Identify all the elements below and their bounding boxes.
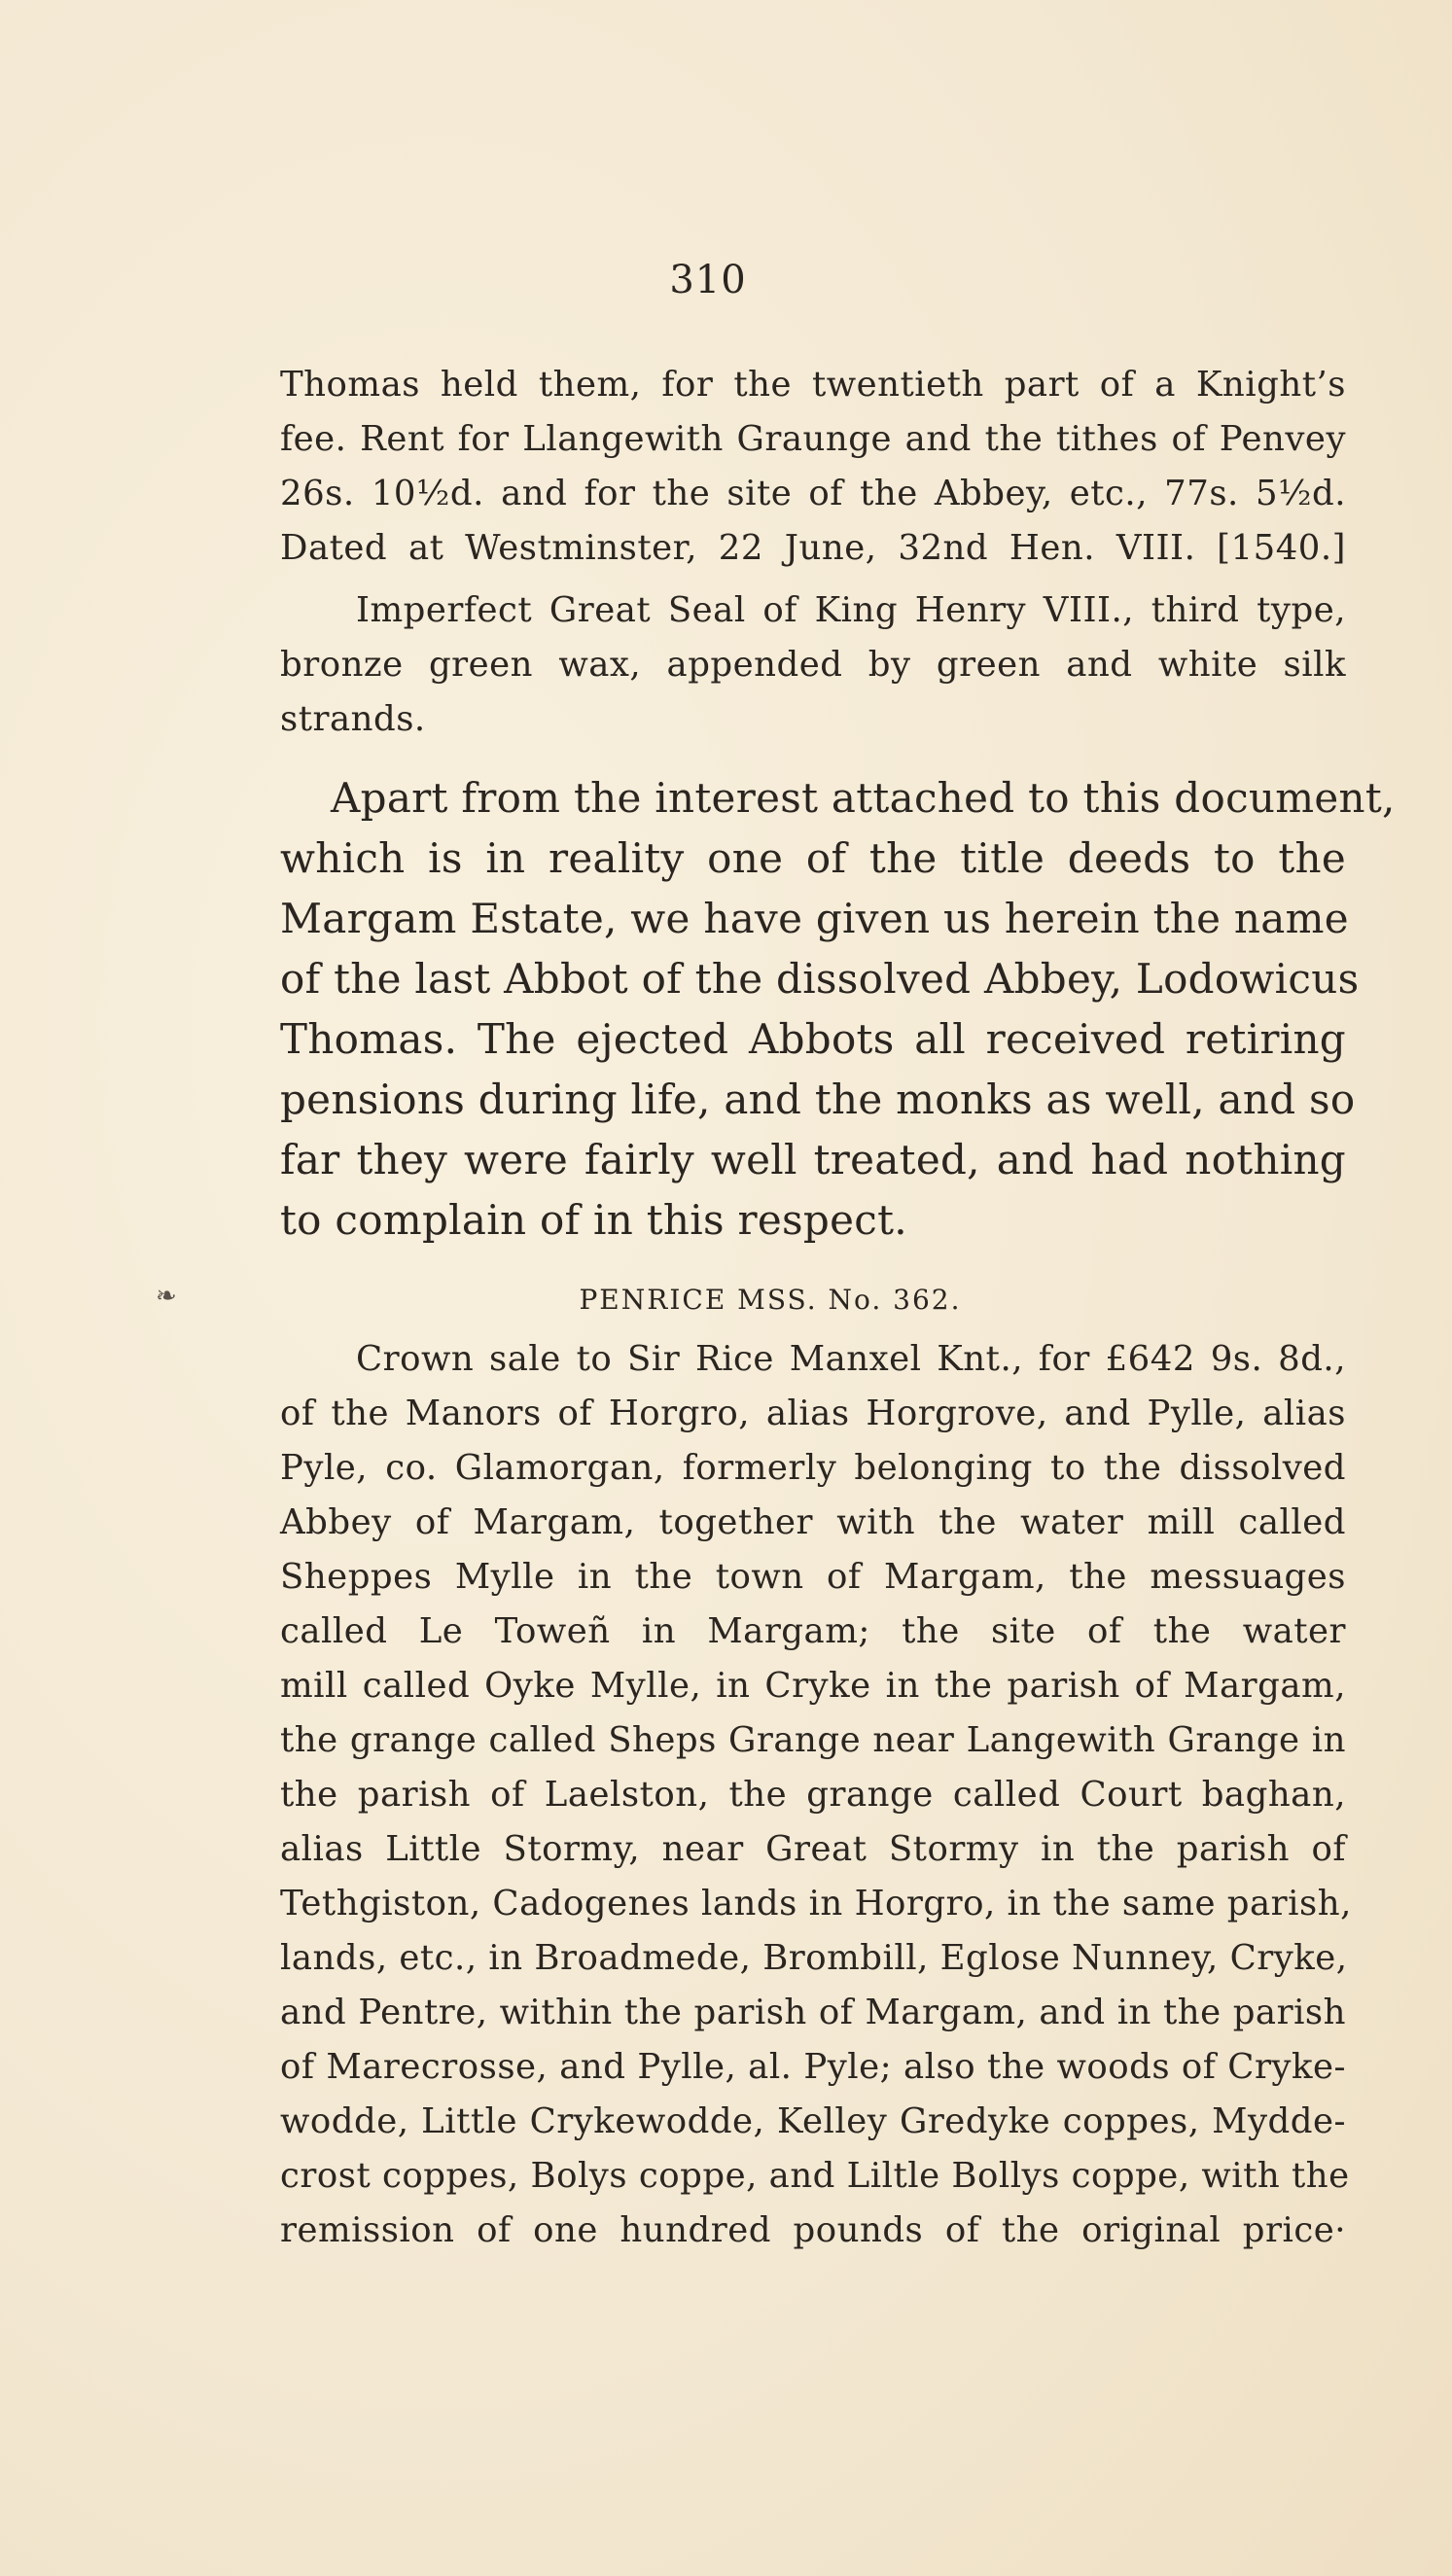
text-line: of Marecrosse, and Pylle, al. Pyle; also the woods of Cryke- [280,2047,1346,2087]
text-line: Abbey of Margam, together with the water mill called [280,1502,1346,1542]
text-line: and Pentre, within the parish of Margam, and in the parish [280,1993,1346,2032]
text-line: Thomas. The ejected Abbots all received retiring [280,1015,1346,1063]
text-line: lands, etc., in Broadmede, Brombill, Eglose Nunney, Cryke, [280,1938,1348,1978]
text-line: mill called Oyke Mylle, in Cryke in the parish of Margam, [280,1666,1346,1706]
text-line: Dated at Westminster, 22 June, 32nd Hen. VIII. [1540.] [280,528,1346,568]
text-line: Thomas held them, for the twentieth part of a Knight’s [280,365,1346,405]
text-line: to complain of in this respect. [280,1196,907,1244]
text-line: Apart from the interest attached to this document, [331,774,1396,822]
text-line: of the Manors of Horgro, alias Horgrove, and Pylle, alias [280,1394,1346,1433]
text-line: Pyle, co. Glamorgan, formerly belonging to the dissolved [280,1448,1346,1488]
text-line: 26s. 10½d. and for the site of the Abbey, etc., 77s. 5½d. [280,474,1346,513]
paragraph-seal-description [280,583,1346,747]
text-line: crost coppes, Bolys coppe, and Liltle Bollys coppe, with the [280,2156,1350,2196]
text-line: Imperfect Great Seal of King Henry VIII., third type, [356,590,1346,630]
text-line: Sheppes Mylle in the town of Margam, the messuages [280,1557,1346,1597]
margin-ornament-icon: ❧ [156,1282,177,1311]
text-line: Crown sale to Sir Rice Manxel Knt., for £642 9s. 8d., [356,1339,1346,1379]
text-line: which is in reality one of the title deeds to the [280,834,1346,882]
section-heading: PENRICE MSS. No. 362. [579,1284,962,1316]
text-line: wodde, Little Crykewodde, Kelley Gredyke coppes, Mydde- [280,2101,1346,2141]
paragraph-commentary [280,768,1396,1251]
text-line: Margam Estate, we have given us herein the name [280,895,1349,942]
text-line: called Le Toweñ in Margam; the site of the water [280,1611,1346,1651]
text-line: the grange called Sheps Grange near Langewith Grange in [280,1720,1346,1760]
paragraph-grant-terms [280,358,1346,576]
text-line: far they were fairly well treated, and had nothing [280,1136,1346,1183]
text-line: pensions during life, and the monks as well, and so [280,1076,1356,1123]
text-line: bronze green wax, appended by green and white silk [280,645,1346,685]
text-line: strands. [280,699,426,739]
text-line: remission of one hundred pounds of the original price· [280,2210,1346,2250]
text-line: alias Little Stormy, near Great Stormy in the parish of [280,1829,1346,1869]
page-number: 310 [669,258,747,302]
text-line: Tethgiston, Cadogenes lands in Horgro, in the same parish, [280,1884,1352,1923]
text-line: the parish of Laelston, the grange called Court baghan, [280,1775,1346,1815]
text-line: of the last Abbot of the dissolved Abbey, Lodowicus [280,955,1360,1003]
paragraph-crown-sale [280,1332,1352,2258]
text-line: fee. Rent for Llangewith Graunge and the tithes of Penvey [280,419,1346,459]
